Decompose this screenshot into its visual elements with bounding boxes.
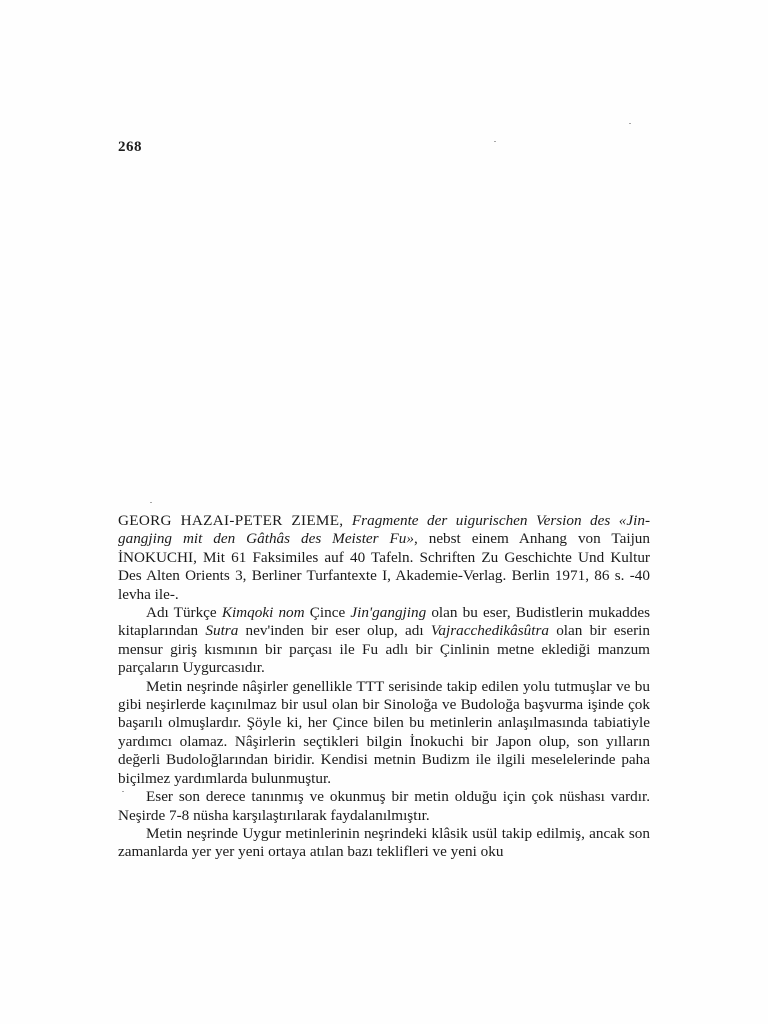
paragraph-3: Eser son derece tanınmış ve okunmuş bir metin olduğu için çok nüshası vardır. Neşirde 7-8 nüsha karşılaştırılarak faydalanılmıştır. xyxy=(118,788,650,824)
book-review xyxy=(118,512,650,862)
scan-speck xyxy=(629,123,631,124)
scan-speck xyxy=(122,791,124,792)
review-book-title: Fragmente der uigurischen Version des «Jin-gangjing mit den Gâthâs des Meister Fu» xyxy=(118,512,651,548)
paragraph-1-italic-4: Vajracchedikâsûtra xyxy=(430,622,549,640)
paragraph-1-italic-3: Sutra xyxy=(205,622,239,640)
paragraph-1-text-4: nev'inden bir eser olup, adı xyxy=(238,622,431,640)
scan-speck xyxy=(150,502,152,503)
review-authors: GEORG HAZAI-PETER ZIEME, xyxy=(118,512,344,529)
paragraph-1-text-5: olan bir eserin mensur giriş kısmının bir parçası ile Fu adlı bir Çinlinin metne eklediği manzum parçaların Uygurcasıdır. xyxy=(118,622,650,677)
paragraph-1-text-1: Adı Türkçe xyxy=(146,604,222,622)
page-number: 268 xyxy=(118,139,142,155)
paragraph-1-italic-2: Jin'gangjing xyxy=(350,604,427,622)
bibliographic-entry xyxy=(118,512,650,604)
scan-speck xyxy=(494,141,496,142)
paragraph-2: Metin neşrinde nâşirler genellikle TTT serisinde takip edilen yolu tutmuşlar ve bu gibi neşirlerde kaçınılmaz bir usul olan bir Sinoloğa ve Budoloğa başvurma işinde çok başarılı olmuşlardır. Şöyle ki, her Çince bilen bu metinlerin anlaşılmasında tabiatiyle yardımcı olamaz. Nâşirlerin seçtikleri bilgin İnokuchi bir Japon olup, son yılların değerli Budoloğlarından biridir. Kendisi metnin Budizm ile ilgili meselelerinde paha biçilmez yardımlarda bulunmuştur. xyxy=(118,677,650,787)
paragraph-1 xyxy=(118,604,650,678)
paragraph-1-italic-1: Kimqoki nom xyxy=(221,604,305,622)
paragraph-1-text-3: olan bu eser, Budistlerin mukaddes kitaplarından xyxy=(118,604,650,640)
paragraph-4: Metin neşrinde Uygur metinlerinin neşrindeki klâsik usül takip edilmiş, ancak son zamanlarda yer yer yeni ortaya atılan bazı teklifleri ve yeni oku xyxy=(118,824,650,861)
paragraph-1-text-2: Çince xyxy=(304,604,351,622)
review-publication-details: , nebst einem Anhang von Taijun İNOKUCHI, Mit 61 Faksimiles auf 40 Tafeln. Schriften Zu Geschichte Und Kultur Des Alten Orients 3, Berliner Turfantexte I, Akademie-Verlag. Berlin 1971, 86 s. -40 levha ile-. xyxy=(118,530,650,603)
